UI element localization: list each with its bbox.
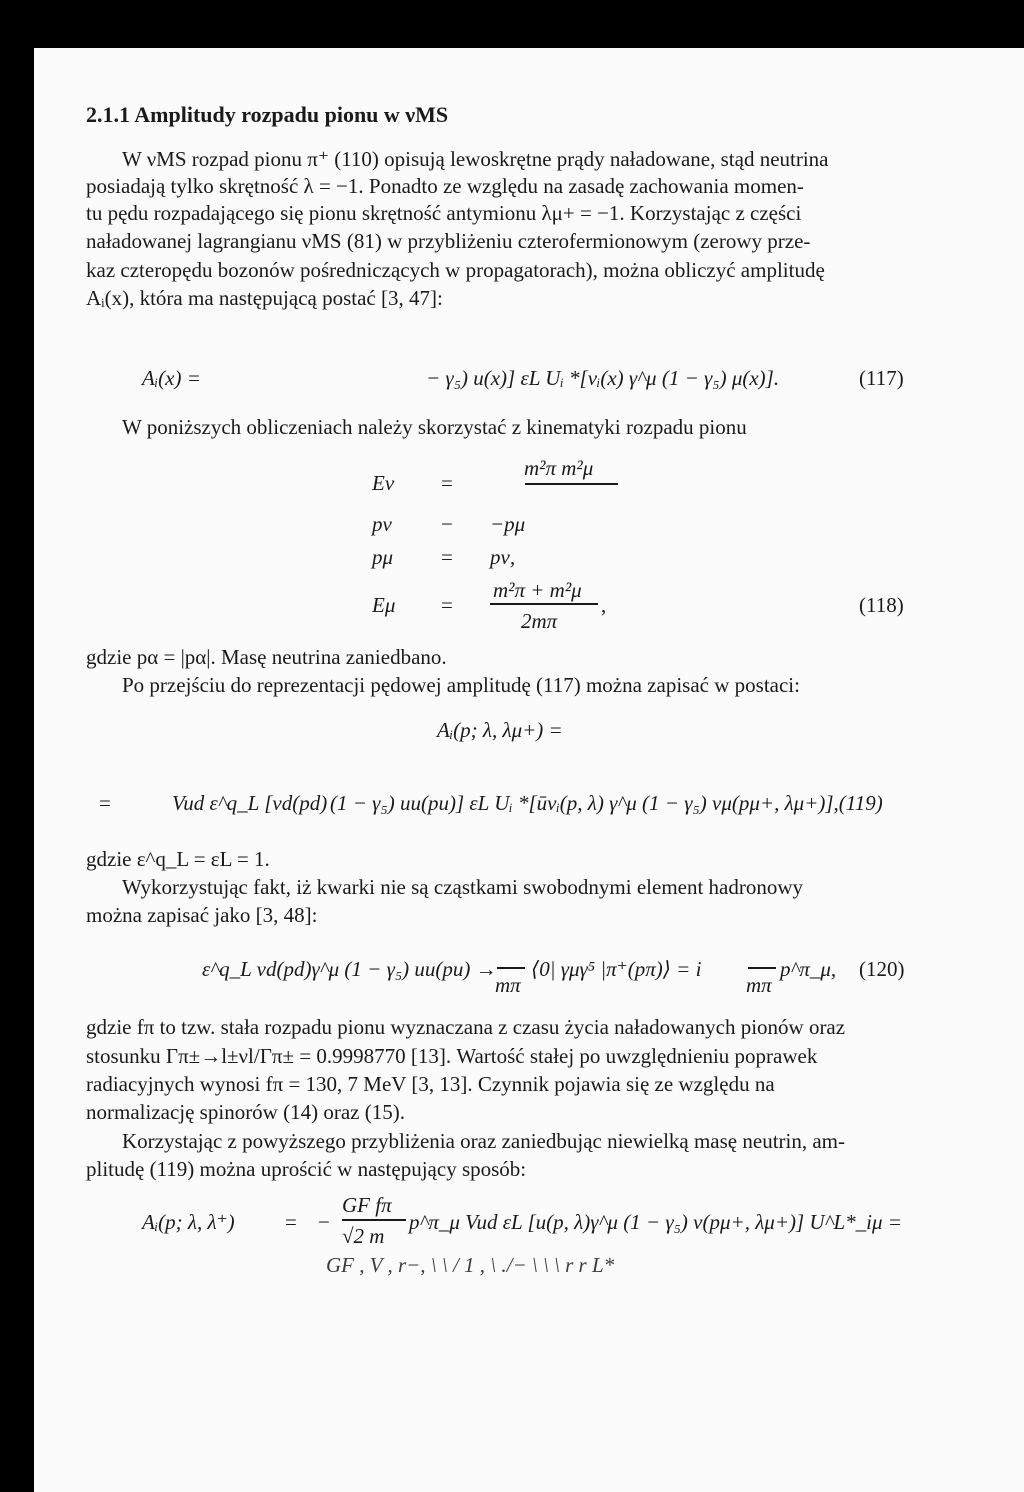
eq118-row4-num: m²π + m²μ [493, 578, 582, 602]
eq118-row2-op: − [441, 512, 453, 536]
eq120-den2: mπ [746, 973, 772, 997]
eq118-number: (118) [859, 593, 904, 617]
intro-line: W νMS rozpad pionu π⁺ (110) opisują lewoskrętne prądy naładowane, stąd neutrina [122, 147, 829, 171]
eq120-number: (120) [859, 957, 905, 981]
eq120-den1: mπ [495, 973, 521, 997]
fraction-bar [342, 1219, 406, 1221]
eq121-minus: − [318, 1210, 330, 1234]
intro-line: kaz czteropędu bozonów pośredniczących w propagatorach), można obliczyć amplitudę [86, 258, 825, 282]
eq120-tail: p^π_μ, [780, 957, 837, 981]
eq117-number: (117) [859, 366, 904, 390]
eq118-row2-rhs: −pμ [490, 512, 526, 536]
eq121-cut-line: GF , V , r−, \ \ / 1 , \ ./− \ \ \ r r L* [326, 1253, 615, 1277]
text-line: gdzie pα = |pα|. Masę neutrina zaniedbano. [86, 645, 447, 669]
eq120-bracket: ⟨0| γμγ⁵ |π⁺(pπ)⟩ = i [531, 957, 702, 981]
eq118-row1-lhs: Eν [372, 471, 395, 495]
eq119-equals: = [99, 791, 111, 815]
eq119-part2: (1 − γ₅) uu(pu)] εL Uᵢ *[ūνᵢ(p, λ) γ^μ (1 − γ₅) vμ(pμ+, λμ+)],(119) [330, 791, 883, 815]
intro-line: naładowanej lagrangianu νMS (81) w przybliżeniu czterofermionowym (zerowy prze- [86, 229, 811, 253]
eq118-row4-op: = [441, 593, 453, 617]
eq121-lhs: Aᵢ(p; λ, λ⁺) [142, 1210, 235, 1234]
eq118-row4-lhs: Eμ [372, 593, 396, 617]
eq118-row1-op: = [441, 471, 453, 495]
eq118-row3-op: = [441, 545, 453, 569]
text-line: gdzie fπ to tzw. stała rozpadu pionu wyznaczana z czasu życia naładowanych pionów oraz [86, 1015, 846, 1039]
text-line: radiacyjnych wynosi fπ = 130, 7 MeV [3, 13]. Czynnik pojawia się ze względu na [86, 1072, 775, 1096]
fraction-bar [748, 967, 776, 969]
eq118-row2-lhs: pν [372, 512, 392, 536]
text-line: Wykorzystując fakt, iż kwarki nie są cząstkami swobodnymi element hadronowy [122, 875, 804, 899]
section-title: 2.1.1 Amplitudy rozpadu pionu w νMS [86, 102, 449, 127]
eq121-num: GF fπ [342, 1193, 392, 1217]
text-line: można zapisać jako [3, 48]: [86, 903, 318, 927]
kinematics-intro: W poniższych obliczeniach należy skorzystać z kinematyki rozpadu pionu [122, 415, 747, 439]
eq118-row3-lhs: pμ [372, 545, 394, 569]
eq118-row4-den: 2mπ [521, 609, 558, 633]
eq120-left: ε^q_L vd(pd)γ^μ (1 − γ₅) uu(pu) → [202, 957, 497, 981]
eq118-row1-num: m²π m²μ [524, 456, 594, 480]
text-line: stosunku Γπ±→l±νl/Γπ± = 0.9998770 [13]. Wartość stałej po uwzględnieniu poprawek [86, 1044, 818, 1068]
text-line: Po przejściu do reprezentacji pędowej amplitudę (117) można zapisać w postaci: [122, 673, 800, 697]
intro-line: posiadają tylko skrętność λ = −1. Ponadto ze względu na zasadę zachowania momen- [86, 174, 804, 198]
text-line: gdzie ε^q_L = εL = 1. [86, 847, 270, 871]
eq121-den: √2 m [342, 1224, 385, 1248]
intro-line: tu pędu rozpadającego się pionu skrętność antymionu λμ+ = −1. Korzystając z części [86, 201, 802, 225]
eq117-rhs: − γ₅) u(x)] εL Uᵢ *[νᵢ(x) γ^μ (1 − γ₅) μ(x)]. [426, 366, 780, 390]
text-line: Korzystając z powyższego przybliżenia oraz zaniedbując niewielką masę neutrin, am- [122, 1129, 846, 1153]
fraction-bar [497, 967, 525, 969]
text-line: plitudę (119) można uprościć w następujący sposób: [86, 1157, 527, 1181]
eq119-line1: Aᵢ(p; λ, λμ+) = [437, 718, 563, 742]
eq118-row4-tail: , [601, 593, 607, 617]
eq119-part1: Vud ε^q_L [vd(pd) [172, 791, 328, 815]
eq121-op: = [285, 1210, 297, 1234]
intro-line: Aᵢ(x), która ma następującą postać [3, 47]: [86, 286, 443, 310]
eq121-rhs: p^π_μ Vud εL [u(p, λ)γ^μ (1 − γ₅) v(pμ+, λμ+)] U^L*_iμ = [409, 1210, 902, 1234]
eq118-row3-rhs: pν, [490, 545, 516, 569]
fraction-bar [525, 483, 618, 485]
text-line: normalizację spinorów (14) oraz (15). [86, 1100, 405, 1124]
eq117-lhs: Aᵢ(x) = [142, 366, 201, 390]
fraction-bar [490, 603, 598, 605]
